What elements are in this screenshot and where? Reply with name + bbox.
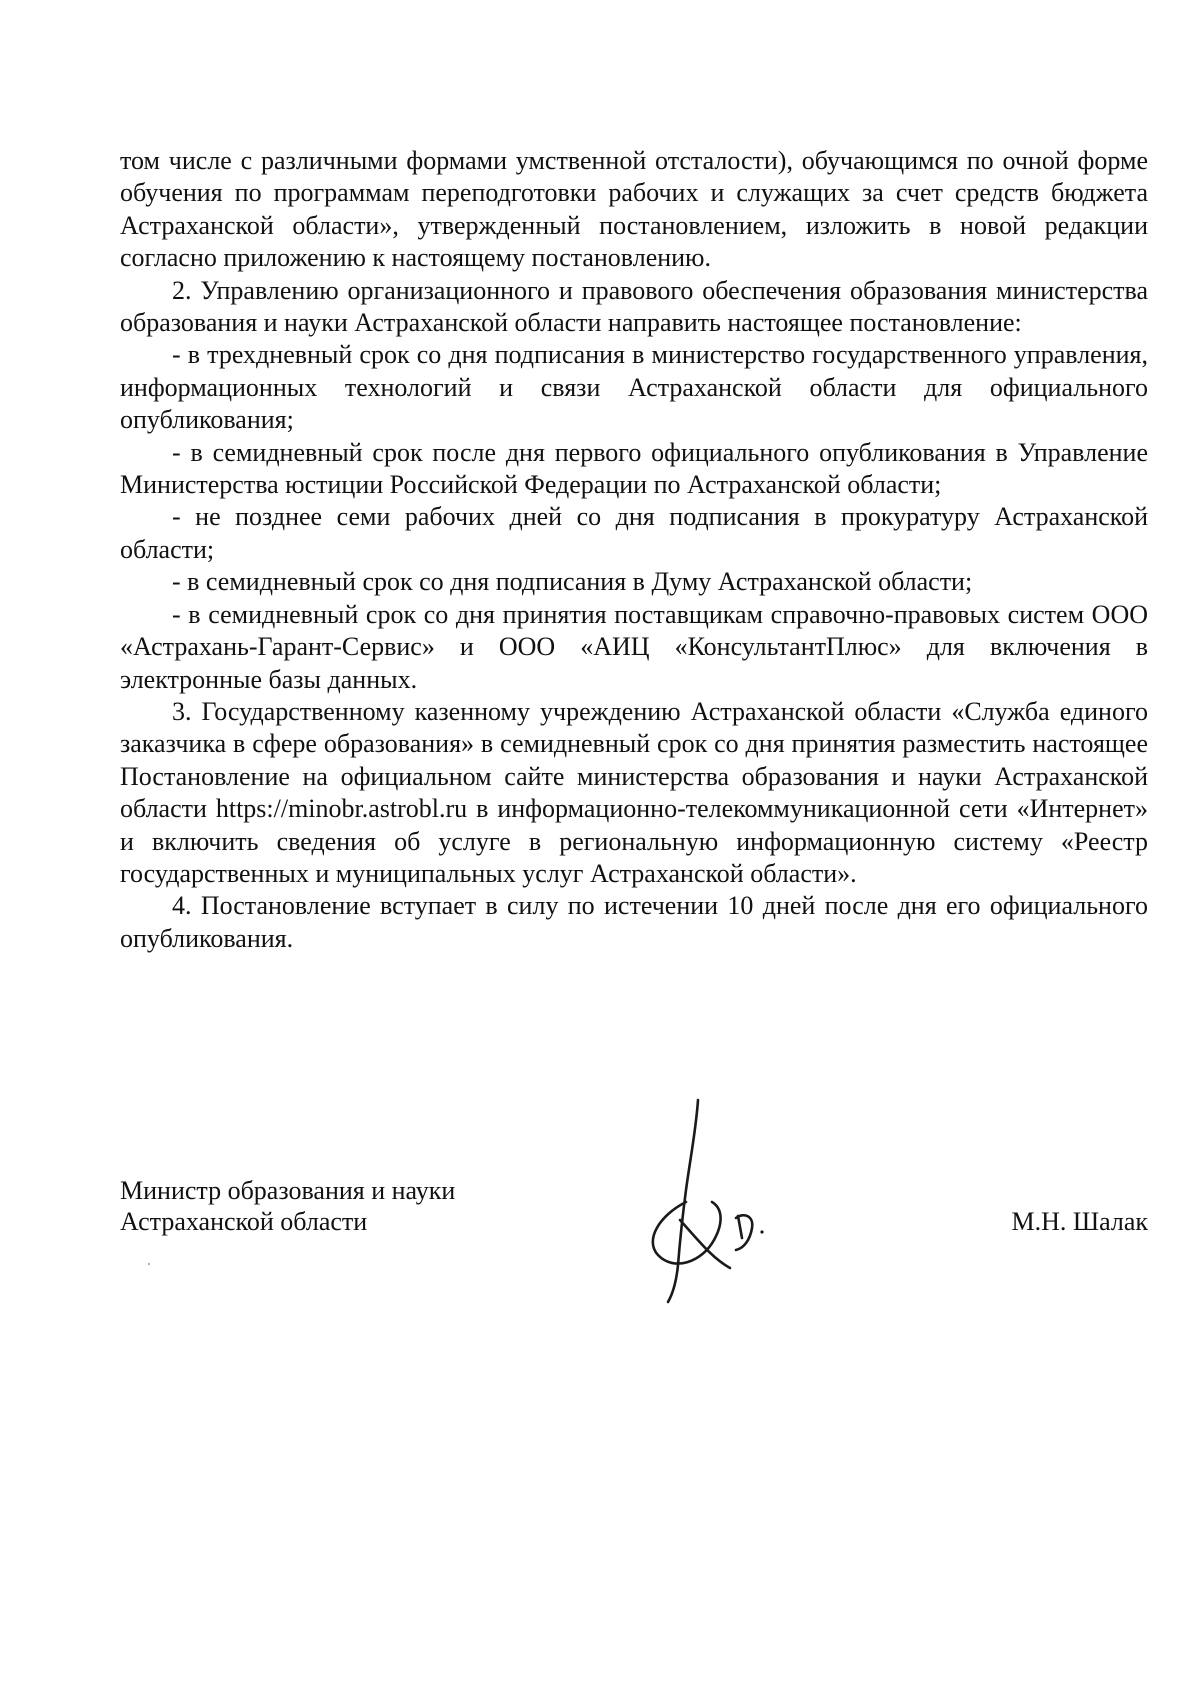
- signatory-name: М.Н. Шалак: [1011, 1207, 1148, 1236]
- signature-block: [120, 1175, 1148, 1295]
- document-body: [120, 145, 1148, 955]
- item-3: 3. Государственному казенному учреждению Астраханской области «Служба единого заказчика в сфере образования» в семидневный срок со дня принятия разместить настоящее Постановление на официальном сайте министерства образования и науки Астраханской области https://minobr.astrobl.ru в информационно-телекоммуникационной сети «Интернет» и включить сведения об услуге в региональную информационную систему «Реестр государственных и муниципальных услуг Астраханской области».: [120, 696, 1148, 888]
- item-2-bullet: - в трехдневный срок со дня подписания в министерство государственного управления, информационных технологий и связи Астраханской области для официального опубликования;: [120, 340, 1148, 435]
- signatory-position: [120, 1175, 540, 1237]
- signatory-position-line: Астраханской области: [120, 1207, 368, 1236]
- paragraph-continuation: том числе с различными формами умственной отсталости), обучающимся по очной форме обучения по программам переподготовки рабочих и служащих за счет средств бюджета Астраханской области», утвержденный постановлением, изложить в новой редакции согласно приложению к настоящему постановлению.: [120, 146, 1148, 273]
- scan-artifact: [148, 1263, 150, 1265]
- item-2-intro: 2. Управлению организационного и правового обеспечения образования министерства образования и науки Астраханской области направить настоящее постановление:: [120, 275, 1148, 338]
- item-2-bullet: - в семидневный срок после дня первого официального опубликования в Управление Министерства юстиции Российской Федерации по Астраханской области;: [120, 437, 1148, 500]
- item-2-bullet: - в семидневный срок со дня принятия поставщикам справочно-правовых систем ООО «Астрахань-Гарант-Сервис» и ООО «АИЦ «КонсультантПлюс» для включения в электронные базы данных.: [120, 599, 1148, 694]
- handwritten-signature-icon: [640, 1090, 810, 1310]
- item-2-bullet: - в семидневный срок со дня подписания в Думу Астраханской области;: [172, 567, 973, 597]
- item-4: 4. Постановление вступает в силу по истечении 10 дней после дня его официального опубликования.: [120, 891, 1148, 953]
- item-2-bullet: - не позднее семи рабочих дней со дня подписания в прокуратуру Астраханской области;: [120, 502, 1148, 564]
- signatory-position-line: Министр образования и науки: [120, 1176, 456, 1205]
